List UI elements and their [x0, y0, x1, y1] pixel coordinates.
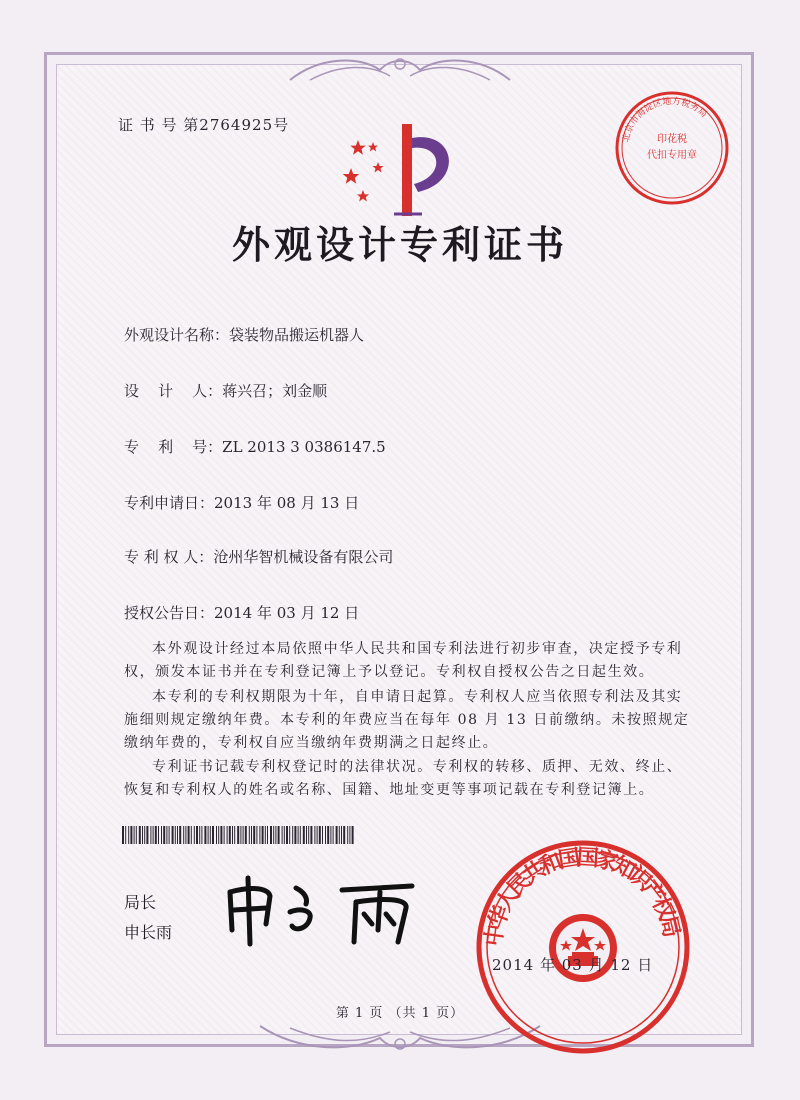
grant-date-field — [124, 602, 359, 623]
patent-office-logo-icon — [338, 118, 468, 228]
handwritten-signature — [212, 868, 426, 948]
seal-ring-text: 中华人民共和国国家知识产权局 — [481, 845, 684, 948]
barcode — [122, 826, 354, 844]
designer-field — [124, 380, 327, 401]
design-name-label: 外观设计名称： — [124, 326, 230, 344]
certificate-title: 外观设计专利证书 — [231, 222, 568, 267]
page-footer: 第 1 页 （共 1 页） — [335, 1006, 465, 1021]
design-name-field — [124, 324, 364, 345]
filing-date-value: 2013 年 08 月 13 日 — [214, 494, 360, 512]
grant-date-label: 授权公告日： — [124, 604, 215, 622]
designer-label: 设 计 人： — [124, 382, 223, 400]
patentee-field — [124, 546, 393, 567]
filing-date-field — [124, 492, 359, 513]
patentee-value: 沧州华智机械设备有限公司 — [213, 548, 394, 566]
tax-stamp-seal — [614, 90, 730, 206]
patent-number-label: 专 利 号： — [124, 438, 223, 456]
grant-date-value: 2014 年 03 月 12 日 — [214, 604, 360, 622]
patent-number-value: ZL 2013 3 0386147.5 — [222, 438, 386, 456]
top-ornament — [280, 50, 520, 86]
certificate-number: 证 书 号 第2764925号 — [118, 116, 290, 134]
signatory-role: 局长 — [124, 893, 157, 912]
body-paragraph-2: 本专利的专利权期限为十年，自申请日起算。专利权人应当依照专利法及其实施细则规定缴纳年费。本专利的年费应当在每年 08 月 13 日前缴纳。未按照规定缴纳年费的，专利权自应当缴纳年费期满之日起终止。 — [124, 689, 690, 751]
patentee-label: 专 利 权 人： — [124, 548, 214, 566]
official-seal — [472, 836, 694, 1058]
signatory-name: 申长雨 — [124, 923, 173, 942]
body-paragraph-3: 专利证书记载专利权登记时的法律状况。专利权的转移、质押、无效、终止、恢复和专利权人的姓名或名称、国籍、地址变更等事项记载在专利登记簿上。 — [124, 759, 683, 798]
patent-number-field — [124, 436, 386, 457]
seal-date: 2014 年 03 月 12 日 — [492, 956, 654, 974]
designer-value: 蒋兴召；刘金顺 — [222, 382, 328, 400]
body-paragraph-1: 本外观设计经过本局依照中华人民共和国专利法进行初步审查，决定授予专利权，颁发本证书并在专利登记簿上予以登记。专利权自授权公告之日起生效。 — [124, 641, 683, 680]
design-name-value: 袋装物品搬运机器人 — [229, 326, 365, 344]
tax-seal-ring-text: 北京市海淀区地方税务局 — [621, 96, 709, 144]
filing-date-label: 专利申请日： — [124, 494, 215, 512]
tax-seal-center-text-2: 代扣专用章 — [647, 150, 697, 161]
tax-seal-center-text-1: 印花税 — [657, 134, 687, 145]
